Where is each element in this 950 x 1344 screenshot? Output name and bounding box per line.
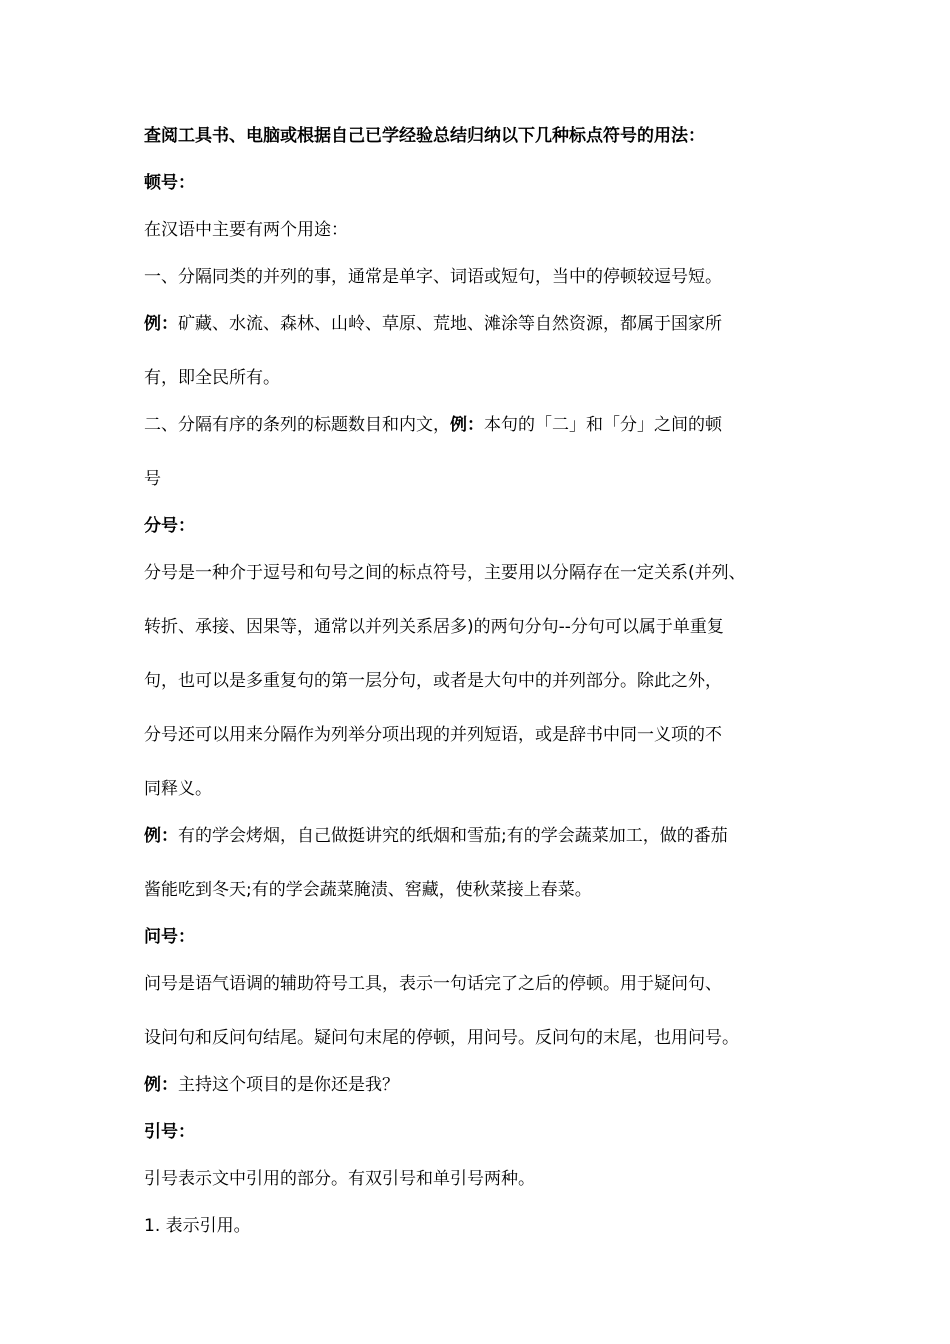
fenhao-para-line: 句，也可以是多重复句的第一层分句，或者是大句中的并列部分。除此之外，: [144, 671, 722, 691]
fenhao-para-line: 同释义。: [144, 779, 212, 799]
example-label: 例：: [144, 314, 178, 334]
fenhao-para-line: 分号还可以用来分隔作为列举分项出现的并列短语，或是辞书中同一义项的不: [144, 725, 722, 745]
wenhao-example: [144, 1073, 834, 1097]
dunhao-example-line-1: [144, 312, 834, 336]
dunhao-use-2-line-2: 号: [144, 469, 161, 489]
use-2-example-text: 本句的「二」和「分」之间的顿: [484, 415, 722, 435]
fenhao-example-line-2: 酱能吃到冬天;有的学会蔬菜腌渍、窖藏，使秋菜接上春菜。: [144, 880, 592, 900]
example-text: 矿藏、水流、森林、山岭、草原、荒地、滩涂等自然资源，都属于国家所: [178, 314, 722, 334]
document-title: 查阅工具书、电脑或根据自己已学经验总结归纳以下几种标点符号的用法：: [144, 126, 705, 146]
example-label: 例：: [144, 826, 178, 846]
yinhao-intro: 引号表示文中引用的部分。有双引号和单引号两种。: [144, 1169, 535, 1189]
use-2-text: 二、分隔有序的条列的标题数目和内文，: [144, 415, 450, 435]
wenhao-para-line: 设问句和反问句结尾。疑问句末尾的停顿，用问号。反问句的末尾，也用问号。: [144, 1028, 739, 1048]
example-label: 例：: [144, 1075, 178, 1095]
fenhao-para-line: 分号是一种介于逗号和句号之间的标点符号，主要用以分隔存在一定关系(并列、: [144, 563, 746, 583]
section-heading-dunhao: 顿号：: [144, 173, 195, 193]
dunhao-intro: 在汉语中主要有两个用途：: [144, 220, 348, 240]
dunhao-use-1: 一、分隔同类的并列的事，通常是单字、词语或短句，当中的停顿较逗号短。: [144, 267, 722, 287]
section-heading-yinhao: 引号：: [144, 1122, 195, 1142]
section-heading-fenhao: 分号：: [144, 516, 195, 536]
section-heading-wenhao: 问号：: [144, 927, 195, 947]
dunhao-use-2: [144, 413, 834, 437]
dunhao-example-line-2: 有，即全民所有。: [144, 368, 280, 388]
example-label: 例：: [450, 415, 484, 435]
fenhao-example-line-1: [144, 824, 834, 848]
document-body: [144, 124, 834, 1238]
wenhao-para-line: 问号是语气语调的辅助符号工具，表示一句话完了之后的停顿。用于疑问句、: [144, 974, 722, 994]
example-text: 主持这个项目的是你还是我？: [178, 1075, 399, 1095]
yinhao-item-1: 1. 表示引用。: [144, 1216, 251, 1236]
example-text: 有的学会烤烟，自己做挺讲究的纸烟和雪茄;有的学会蔬菜加工，做的番茄: [178, 826, 728, 846]
fenhao-para-line: 转折、承接、因果等，通常以并列关系居多)的两句分句--分句可以属于单重复: [144, 617, 724, 637]
